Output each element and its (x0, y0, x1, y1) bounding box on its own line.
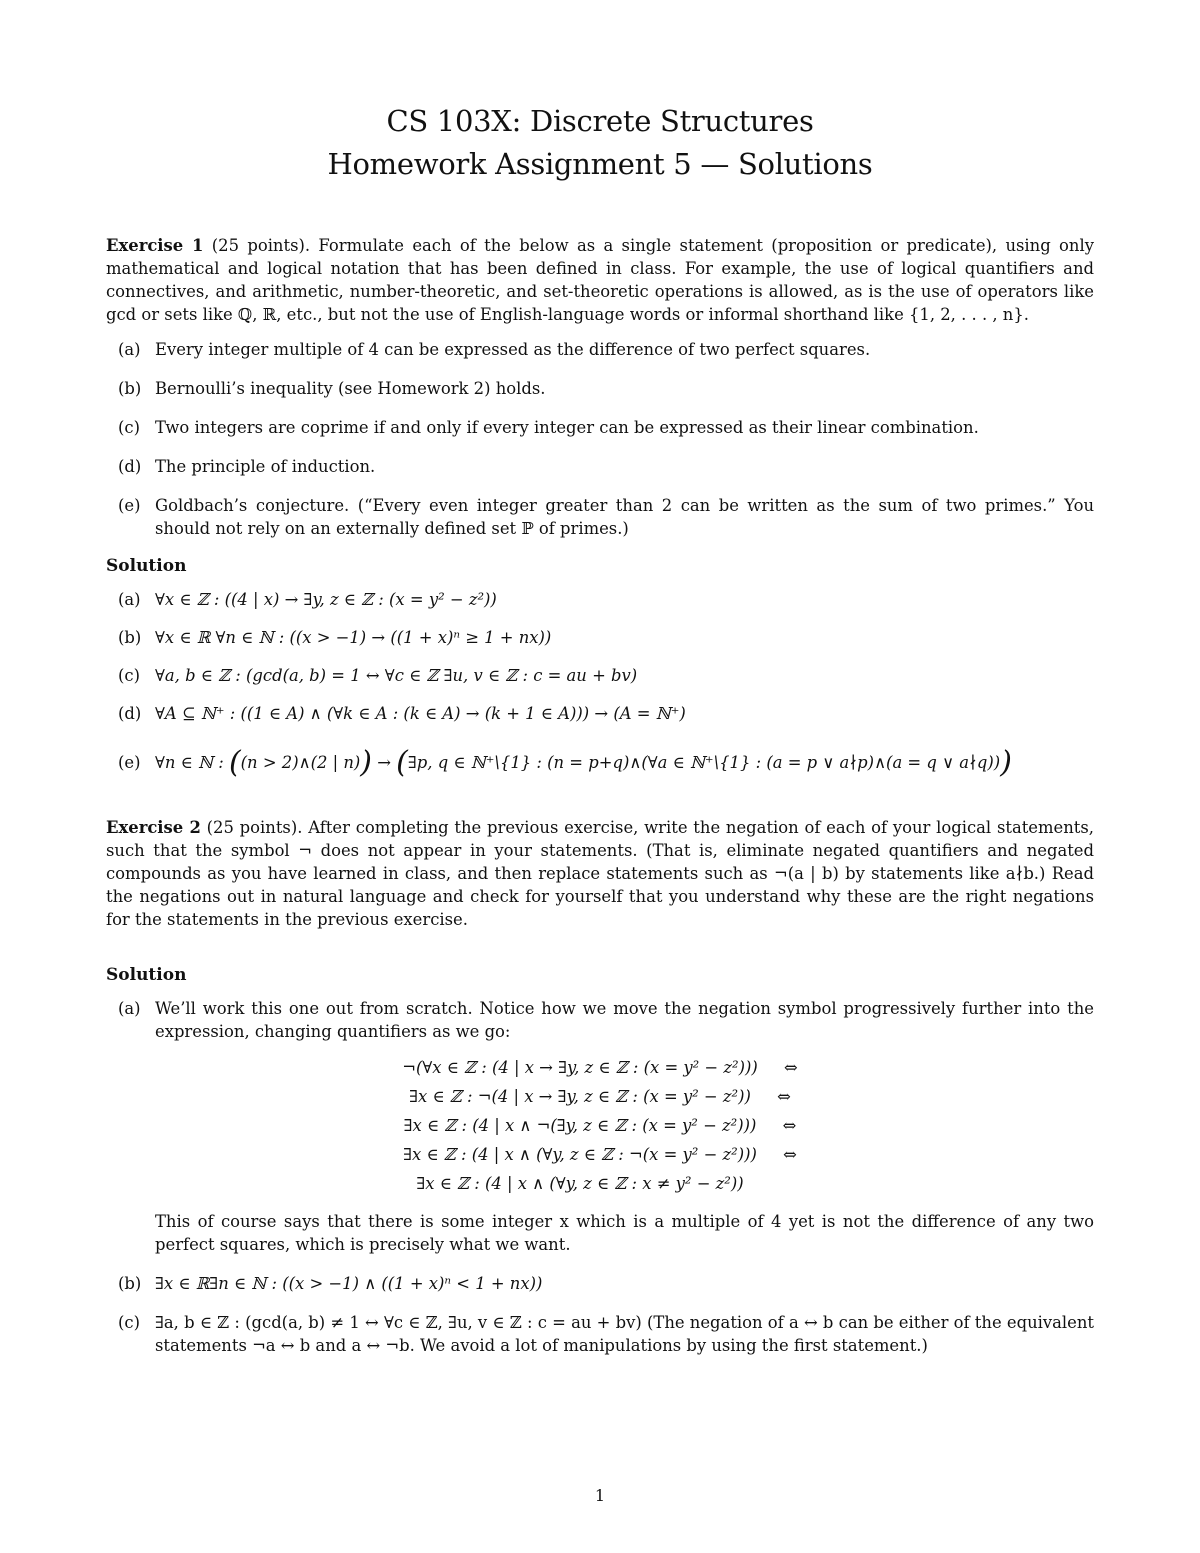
exercise-1-statement (106, 234, 1094, 326)
exercise-2-solution-a-outro: This of course says that there is some integer x which is a multiple of 4 yet is not the difference of any two perfect squares, which is precisely what we want. (155, 1212, 1094, 1254)
iff-symbol: ⇔ (784, 1058, 798, 1077)
iff-symbol: ⇔ (777, 1087, 791, 1106)
derivation-formula: ∃x ∈ ℤ : (4 | x ∧ ¬(∃y, z ∈ ℤ : (x = y² − z²))) (403, 1116, 757, 1135)
exercise-2-points: (25 points). (206, 818, 303, 837)
exercise-2-solution-a-intro (106, 997, 1094, 1043)
solution-label: (b) (118, 628, 142, 647)
exercise-1-points: (25 points). (211, 236, 311, 255)
exercise-1-solution-c (106, 664, 1094, 687)
solution-formula: ∀a, b ∈ ℤ : (gcd(a, b) = 1 ↔ ∀c ∈ ℤ ∃u, v ∈ ℤ : c = au + bv) (155, 666, 638, 685)
solution-text: We’ll work this one out from scratch. Notice how we move the negation symbol progressively further into the expression, changing quantifiers as we go: (155, 999, 1094, 1041)
solution-label: (a) (118, 590, 141, 609)
derivation-step (106, 1111, 1094, 1140)
iff-symbol: ⇔ (782, 1116, 797, 1135)
title-line-1: CS 103X: Discrete Structures (386, 104, 814, 138)
solution-label: (c) (118, 666, 140, 685)
derivation-step (106, 1140, 1094, 1169)
derivation-formula: ∃x ∈ ℤ : ¬(4 | x → ∃y, z ∈ ℤ : (x = y² − z²)) (409, 1087, 751, 1106)
exercise-1-item-c (106, 416, 1094, 439)
formula-arrow: → (372, 753, 397, 772)
item-label: (b) (118, 379, 142, 398)
exercise-1-item-a (106, 338, 1094, 361)
derivation-step (106, 1082, 1094, 1111)
exercise-1-solution-e (106, 740, 1094, 786)
derivation-formula: ∃x ∈ ℤ : (4 | x ∧ (∀y, z ∈ ℤ : ¬(x = y² − z²))) (403, 1145, 757, 1164)
item-text: Bernoulli’s inequality (see Homework 2) holds. (155, 379, 546, 398)
exercise-1-solution-a (106, 588, 1094, 611)
exercise-1-solution-d (106, 702, 1094, 725)
exercise-1-item-d (106, 455, 1094, 478)
item-text: The principle of induction. (155, 457, 376, 476)
iff-symbol: ⇔ (783, 1145, 797, 1164)
solution-formula (155, 745, 1012, 780)
solution-label: (c) (118, 1313, 140, 1332)
big-paren-close: ) (1000, 745, 1012, 780)
solution-formula: ∃x ∈ ℝ∃n ∈ ℕ : ((x > −1) ∧ ((1 + x)ⁿ < 1 + nx)) (155, 1274, 543, 1293)
solution-formula: ∃a, b ∈ ℤ : (gcd(a, b) ≠ 1 ↔ ∀c ∈ ℤ, ∃u, v ∈ ℤ : c = au + bv) (The negation of a ↔ b can be either of the equivalent statements ¬a ↔ b and a ↔ ¬b. We avoid a lot of manipulations by using the first statement.) (155, 1313, 1094, 1355)
exercise-1-heading: Exercise 1 (106, 236, 204, 255)
exercise-2-body: After completing the previous exercise, write the negation of each of your logical statements, such that the symbol ¬ does not appear in your statements. (That is, eliminate negated quantifiers and negated compounds as you have learned in class, and then replace statements such as ¬(a | b) by statements like a∤b.) Read the negations out in natural language and check for yourself that you understand why these are the right negations for the statements in the previous exercise. (106, 818, 1095, 929)
document-title (106, 100, 1094, 186)
item-label: (d) (118, 457, 142, 476)
title-line-2: Homework Assignment 5 — Solutions (327, 147, 873, 181)
item-label: (a) (118, 340, 141, 359)
item-label: (c) (118, 418, 140, 437)
page-number: 1 (594, 1486, 606, 1505)
derivation-step (106, 1053, 1094, 1082)
derivation-step (106, 1169, 1094, 1198)
solution-formula: ∀A ⊆ ℕ⁺ : ((1 ∈ A) ∧ (∀k ∈ A : (k ∈ A) → (k + 1 ∈ A))) → (A = ℕ⁺) (155, 704, 686, 723)
derivation-formula: ¬(∀x ∈ ℤ : (4 | x → ∃y, z ∈ ℤ : (x = y² − z²))) (402, 1058, 758, 1077)
solution-label: (e) (118, 753, 141, 772)
formula-part-mid: (n > 2)∧(2 | n) (240, 753, 361, 772)
exercise-1-solution-b (106, 626, 1094, 649)
formula-part-right: ∃p, q ∈ ℕ⁺\{1} : (n = p+q)∧(∀a ∈ ℕ⁺\{1} : (a = p ∨ a∤p)∧(a = q ∨ a∤q)) (407, 753, 1001, 772)
exercise-2-solution-b (106, 1272, 1094, 1295)
item-label: (e) (118, 496, 141, 515)
derivation-formula: ∃x ∈ ℤ : (4 | x ∧ (∀y, z ∈ ℤ : x ≠ y² − z²)) (416, 1174, 744, 1193)
solution-label: (b) (118, 1274, 142, 1293)
exercise-2-statement (106, 816, 1094, 931)
negation-derivation (106, 1053, 1094, 1198)
exercise-2-heading: Exercise 2 (106, 818, 201, 837)
exercise-1-items (106, 338, 1094, 540)
big-paren-close: ) (360, 745, 373, 780)
item-text: Two integers are coprime if and only if every integer can be expressed as their linear combination. (155, 418, 979, 437)
item-text: Every integer multiple of 4 can be expressed as the difference of two perfect squares. (155, 340, 871, 359)
exercise-2-solution-c (106, 1311, 1094, 1357)
exercise-1-item-b (106, 377, 1094, 400)
spacer (106, 943, 1094, 961)
big-paren-open: ( (396, 745, 408, 780)
exercise-1-solution-heading: Solution (106, 556, 187, 576)
document-page (106, 100, 1094, 1373)
solution-label: (a) (118, 999, 141, 1018)
item-text: Goldbach’s conjecture. (“Every even integer greater than 2 can be written as the sum of two primes.” You should not rely on an externally defined set ℙ of primes.) (155, 496, 1094, 538)
exercise-2-solution-heading: Solution (106, 965, 187, 985)
formula-part-left: ∀n ∈ ℕ : (155, 753, 229, 772)
big-paren-open: ( (228, 745, 241, 780)
solution-label: (d) (118, 704, 142, 723)
exercise-1-body: Formulate each of the below as a single statement (proposition or predicate), using only mathematical and logical notation that has been defined in class. For example, the use of logical quantifiers and connectives, and arithmetic, number-theoretic, and set-theoretic operations is allowed, as is the use of operators like gcd or sets like ℚ, ℝ, etc., but not the use of English-language words or informal shorthand like {1, 2, . . . , n}. (106, 236, 1094, 324)
solution-formula: ∀x ∈ ℝ ∀n ∈ ℕ : ((x > −1) → ((1 + x)ⁿ ≥ 1 + nx)) (155, 628, 552, 647)
exercise-1-item-e (106, 494, 1094, 540)
solution-formula: ∀x ∈ ℤ : ((4 | x) → ∃y, z ∈ ℤ : (x = y² − z²)) (155, 590, 497, 609)
